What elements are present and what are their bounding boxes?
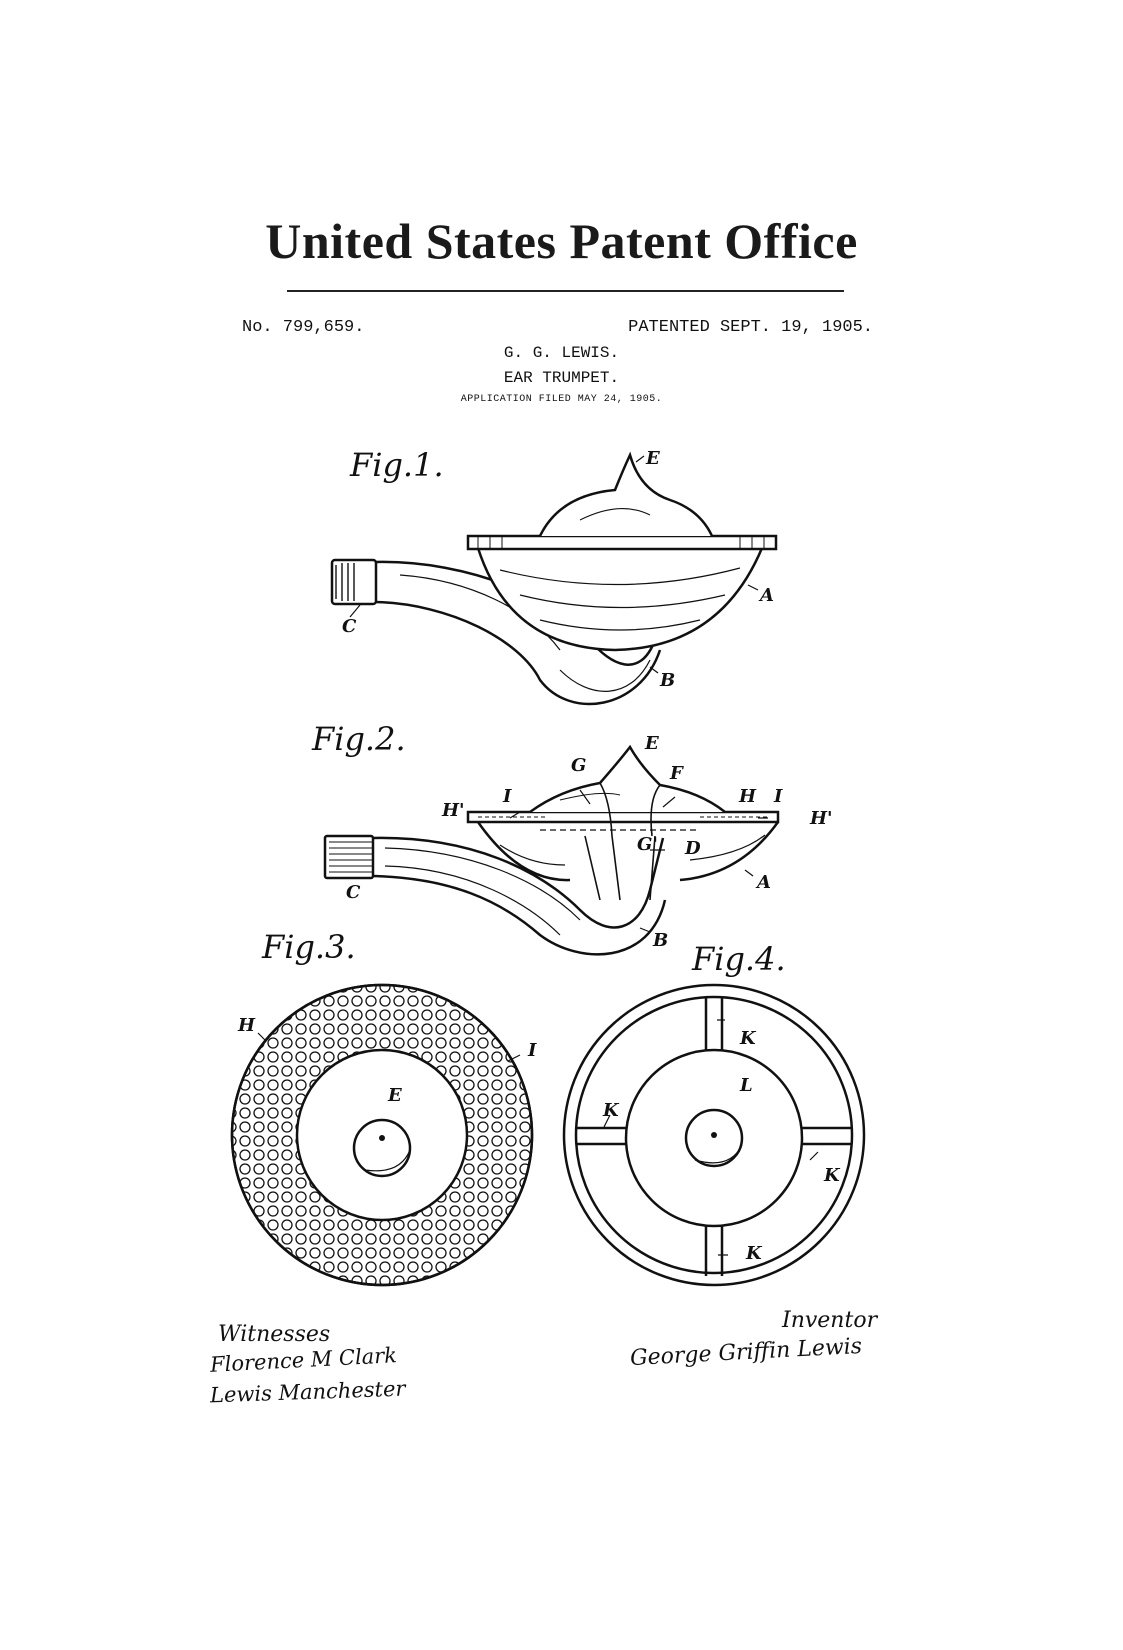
fig2-part-H-prime-left: H' bbox=[442, 800, 465, 821]
fig3-drawing bbox=[232, 985, 532, 1285]
fig2-part-C: C bbox=[346, 882, 361, 903]
fig2-part-B: B bbox=[653, 930, 669, 951]
fig3-part-H: H bbox=[238, 1015, 256, 1036]
patent-date: PATENTED SEPT. 19, 1905. bbox=[628, 318, 873, 337]
fig1-drawing bbox=[332, 455, 776, 704]
inventor-label: Inventor bbox=[782, 1308, 878, 1333]
witnesses-label: Witnesses bbox=[218, 1322, 331, 1347]
fig2-part-H: H bbox=[739, 786, 757, 807]
application-filed: APPLICATION FILED MAY 24, 1905. bbox=[460, 394, 663, 405]
patent-number: No. 799,659. bbox=[242, 318, 365, 337]
fig1-part-B: B bbox=[660, 670, 676, 691]
fig2-part-G: G bbox=[571, 755, 587, 776]
fig2-part-E: E bbox=[645, 733, 659, 754]
fig2-part-H-prime-right: H' bbox=[810, 808, 833, 829]
fig1-part-C: C bbox=[342, 616, 357, 637]
fig2-drawing bbox=[325, 747, 778, 954]
fig2-part-G-prime: G' bbox=[637, 834, 658, 855]
fig1-part-E: E bbox=[646, 448, 660, 469]
fig2-part-I-right: I bbox=[774, 786, 783, 807]
fig4-part-K-left: K bbox=[603, 1100, 619, 1121]
fig4-part-K-top: K bbox=[740, 1028, 756, 1049]
office-title: United States Patent Office bbox=[265, 213, 858, 269]
fig4-part-K-right: K bbox=[824, 1165, 840, 1186]
inventor-name: G. G. LEWIS. bbox=[503, 344, 620, 362]
fig4-drawing bbox=[564, 985, 864, 1285]
fig1-part-A: A bbox=[760, 585, 774, 606]
fig4-part-L: L bbox=[740, 1075, 753, 1096]
witness-signature-1: Florence M Clark bbox=[209, 1343, 398, 1377]
fig4-part-K-bottom: K bbox=[746, 1243, 762, 1264]
witness-signature-2: Lewis Manchester bbox=[209, 1376, 406, 1408]
fig1-label: Fig.1. bbox=[350, 446, 444, 484]
fig2-part-I-left: I bbox=[503, 786, 512, 807]
fig2-part-F: F bbox=[670, 763, 683, 784]
fig3-label: Fig.3. bbox=[262, 928, 356, 966]
fig2-part-D: D bbox=[685, 838, 701, 859]
fig2-label: Fig.2. bbox=[312, 720, 406, 758]
fig3-part-E: E bbox=[388, 1085, 402, 1106]
invention-title: EAR TRUMPET. bbox=[503, 369, 620, 387]
fig3-part-I: I bbox=[528, 1040, 537, 1061]
fig2-part-A: A bbox=[757, 872, 771, 893]
fig4-label: Fig.4. bbox=[692, 940, 786, 978]
inventor-signature: George Griffin Lewis bbox=[629, 1333, 863, 1372]
